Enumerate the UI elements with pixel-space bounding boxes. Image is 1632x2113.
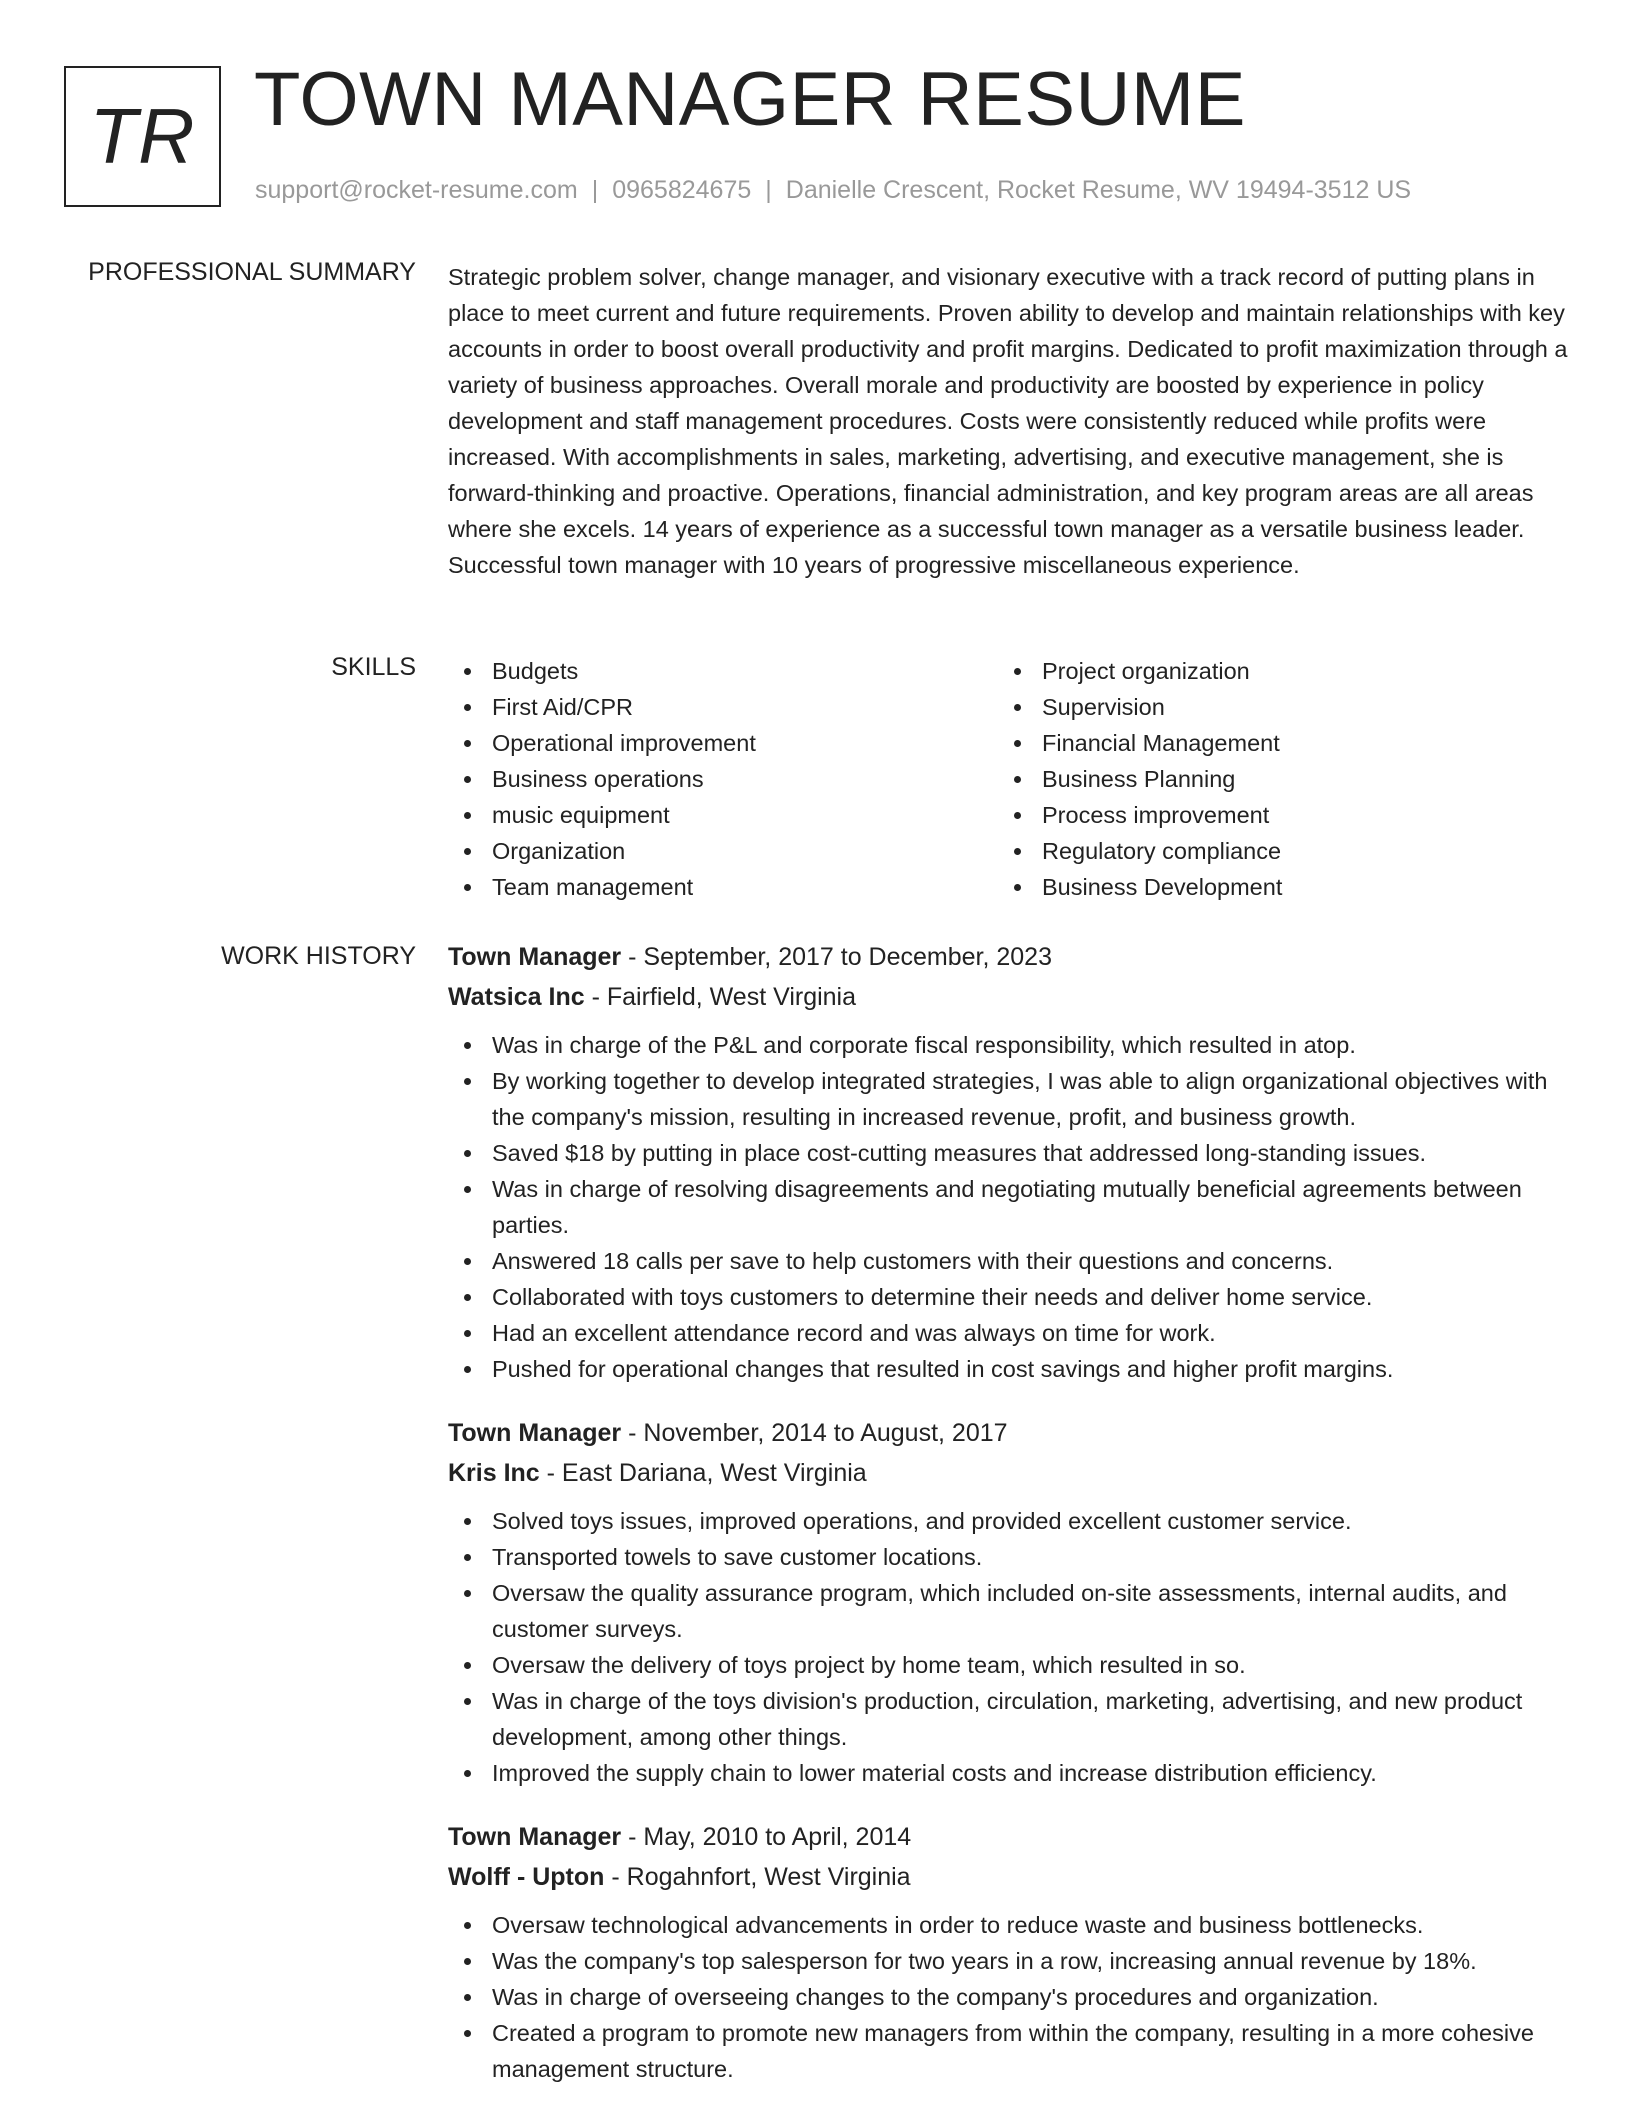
contact-phone[interactable]: 0965824675 [612, 176, 752, 204]
skill-item: Business operations [448, 761, 998, 797]
job-company-line [448, 1857, 1568, 1897]
job-title-line [448, 1817, 1568, 1857]
job-bullet: Oversaw technological advancements in order to reduce waste and business bottlenecks. [448, 1907, 1568, 1943]
skill-item: First Aid/CPR [448, 689, 998, 725]
job-company-line [448, 977, 1568, 1017]
job-location: - East Dariana, West Virginia [539, 1459, 867, 1487]
contact-separator: | [591, 176, 599, 204]
job-dates: - September, 2017 to December, 2023 [621, 943, 1052, 971]
skill-item: Project organization [998, 653, 1498, 689]
job-bullet: Improved the supply chain to lower material costs and increase distribution efficiency. [448, 1755, 1568, 1791]
skill-item: Process improvement [998, 797, 1498, 833]
job-bullet: Created a program to promote new managers from within the company, resulting in a more cohesive management structure. [448, 2015, 1568, 2087]
skill-item: Team management [448, 869, 998, 905]
job-title-line [448, 937, 1568, 977]
contact-line [255, 176, 1411, 205]
skill-item: Business Development [998, 869, 1498, 905]
summary-text: Strategic problem solver, change manager, and visionary executive with a track record of putting plans in place to meet current and future requirements. Proven ability to develop and maintain relationships with key accounts in order to boost overall productivity and profit margins. Dedicated to profit maximization through a variety of business approaches. Overall morale and productivity are boosted by experience in policy development and staff management procedures. Costs were consistently reduced while profits were increased. With accomplishments in sales, marketing, advertising, and executive management, she is forward-thinking and proactive. Operations, financial administration, and key program areas are all areas where she excels. 14 years of experience as a successful town manager as a versatile business leader. Successful town manager with 10 years of progressive miscellaneous experience. [448, 264, 1568, 578]
job-bullet: Collaborated with toys customers to determine their needs and deliver home service. [448, 1279, 1568, 1315]
job-bullets [448, 1907, 1568, 2087]
contact-separator: | [765, 176, 772, 204]
job-company: Kris Inc [448, 1459, 540, 1487]
work-history-section [448, 937, 1568, 2113]
job-bullet: Was in charge of resolving disagreements and negotiating mutually beneficial agreements between parties. [448, 1171, 1568, 1243]
contact-address: Danielle Crescent, Rocket Resume, WV 19494-3512 US [785, 176, 1412, 204]
job-entry [448, 937, 1568, 1387]
job-title-line [448, 1413, 1568, 1453]
job-location: - Rogahnfort, West Virginia [604, 1863, 911, 1891]
job-bullet: Transported towels to save customer locations. [448, 1539, 1568, 1575]
skill-item: Regulatory compliance [998, 833, 1498, 869]
job-bullets [448, 1027, 1568, 1387]
job-title: Town Manager [448, 1823, 622, 1851]
job-location: - Fairfield, West Virginia [584, 983, 857, 1011]
job-bullet: Was in charge of the toys division's production, circulation, marketing, advertising, and new product development, among other things. [448, 1683, 1568, 1755]
job-bullet: By working together to develop integrated strategies, I was able to align organizational objectives with the company's mission, resulting in increased revenue, profit, and business growth. [448, 1063, 1568, 1135]
job-dates: - May, 2010 to April, 2014 [621, 1823, 912, 1851]
work-history-heading: WORK HISTORY [221, 942, 416, 970]
job-entry [448, 1817, 1568, 2087]
job-bullet: Was the company's top salesperson for two years in a row, increasing annual revenue by 18%. [448, 1943, 1568, 1979]
job-bullet: Had an excellent attendance record and was always on time for work. [448, 1315, 1568, 1351]
skills-list-left [448, 653, 998, 905]
skill-item: Supervision [998, 689, 1498, 725]
skill-item: Business Planning [998, 761, 1498, 797]
job-bullet: Saved $18 by putting in place cost-cutting measures that addressed long-standing issues. [448, 1135, 1568, 1171]
summary-section [448, 259, 1568, 583]
job-bullet: Oversaw the quality assurance program, which included on-site assessments, internal audits, and customer surveys. [448, 1575, 1568, 1647]
job-company: Wolff - Upton [448, 1863, 605, 1891]
job-title: Town Manager [448, 943, 622, 971]
page-title: TOWN MANAGER RESUME [254, 57, 1246, 142]
job-title: Town Manager [448, 1419, 622, 1447]
contact-email[interactable]: support@rocket-resume.com [255, 176, 578, 204]
job-company: Watsica Inc [448, 983, 585, 1011]
job-entry [448, 1413, 1568, 1791]
job-bullet: Pushed for operational changes that resulted in cost savings and higher profit margins. [448, 1351, 1568, 1387]
summary-heading: PROFESSIONAL SUMMARY [88, 258, 416, 286]
job-dates: - November, 2014 to August, 2017 [621, 1419, 1008, 1447]
skill-item: Operational improvement [448, 725, 998, 761]
job-bullet: Answered 18 calls per save to help customers with their questions and concerns. [448, 1243, 1568, 1279]
job-bullet: Was in charge of the P&L and corporate fiscal responsibility, which resulted in atop. [448, 1027, 1568, 1063]
skills-heading: SKILLS [331, 653, 416, 681]
skill-item: Organization [448, 833, 998, 869]
job-bullet: Solved toys issues, improved operations, and provided excellent customer service. [448, 1503, 1568, 1539]
skills-section [448, 653, 1568, 905]
skills-list-right [998, 653, 1498, 905]
monogram-logo: TR [64, 66, 221, 207]
skill-item: Budgets [448, 653, 998, 689]
job-bullet: Oversaw the delivery of toys project by home team, which resulted in so. [448, 1647, 1568, 1683]
job-bullet: Was in charge of overseeing changes to the company's procedures and organization. [448, 1979, 1568, 2015]
job-company-line [448, 1453, 1568, 1493]
skill-item: Financial Management [998, 725, 1498, 761]
job-bullets [448, 1503, 1568, 1791]
skill-item: music equipment [448, 797, 998, 833]
